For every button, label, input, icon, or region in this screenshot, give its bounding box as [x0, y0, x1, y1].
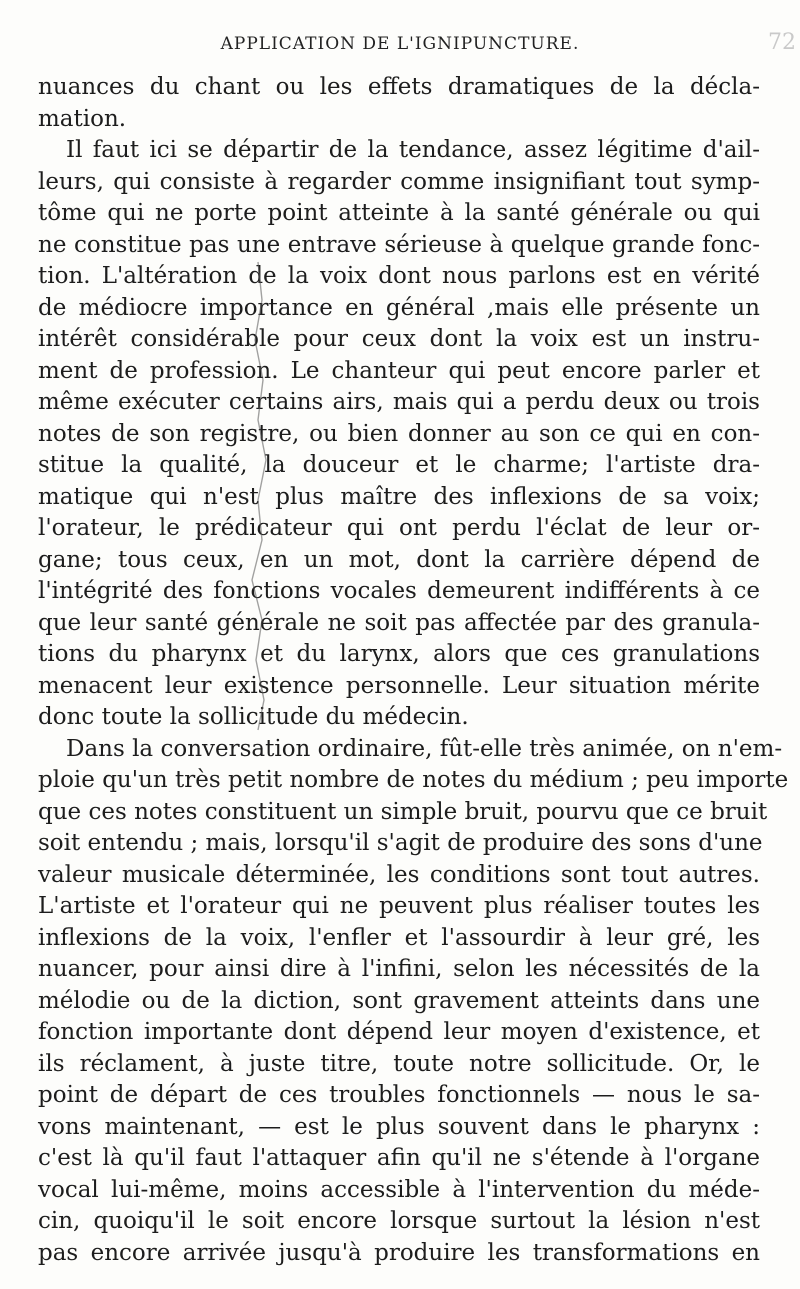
text-line: ploie qu'un très petit nombre de notes du médium ; peu importe [38, 767, 789, 793]
text-line: donc toute la sollicitude du médecin. [38, 704, 469, 730]
text-line: c'est là qu'il faut l'attaquer afin qu'il ne s'étende à l'organe [38, 1145, 760, 1171]
text-line: menacent leur existence personnelle. Leur situation mérite [38, 672, 760, 699]
text-line: fonction importante dont dépend leur moyen d'existence, et [38, 1019, 760, 1045]
text-line: intérêt considérable pour ceux dont la voix est un instru- [38, 326, 760, 352]
text-line: que leur santé générale ne soit pas affectée par des granula- [38, 609, 760, 636]
text-line: tion. L'altération de la voix dont nous parlons est en vérité [38, 263, 760, 289]
text-line: pas encore arrivée jusqu'à produire les transformations en [38, 1239, 760, 1266]
text-line: même exécuter certains airs, mais qui a perdu deux ou trois [38, 389, 760, 415]
text-line: nuancer, pour ainsi dire à l'infini, selon les nécessités de la [38, 956, 760, 982]
text-line: point de départ de ces troubles fonctionnels — nous le sa- [38, 1082, 760, 1108]
text-line: soit entendu ; mais, lorsqu'il s'agit de produire des sons d'une [38, 830, 763, 856]
text-line: valeur musicale déterminée, les conditions sont tout autres. [38, 861, 760, 888]
text-line: gane; tous ceux, en un mot, dont la carrière dépend de [38, 546, 760, 573]
text-line: tions du pharynx et du larynx, alors que ces granulations [38, 641, 760, 667]
text-line: tôme qui ne porte point atteinte à la santé générale ou qui [38, 200, 760, 226]
body-text [38, 72, 789, 1269]
text-line: Il faut ici se départir de la tendance, assez légitime d'ail- [66, 137, 760, 163]
text-line: vons maintenant, — est le plus souvent dans le pharynx : [38, 1113, 760, 1140]
text-line: stitue la qualité, la douceur et le charme; l'artiste dra- [38, 452, 760, 478]
text-line: de médiocre importance en général ,mais elle présente un [38, 294, 760, 321]
text-line: l'orateur, le prédicateur qui ont perdu l'éclat de leur or- [38, 515, 760, 541]
text-line: vocal lui-même, moins accessible à l'intervention du méde- [38, 1176, 760, 1203]
text-line: que ces notes constituent un simple bruit, pourvu que ce bruit [38, 798, 768, 825]
page-number: 72 [768, 30, 796, 55]
text-line: mation. [38, 105, 127, 132]
text-line: matique qui n'est plus maître des inflexions de sa voix; [38, 483, 760, 510]
text-line: inflexions de la voix, l'enfler et l'assourdir à leur gré, les [38, 924, 760, 951]
text-line: mélodie ou de la diction, sont gravement atteints dans une [38, 987, 760, 1014]
text-line: ils réclament, à juste titre, toute notre sollicitude. Or, le [38, 1050, 760, 1077]
text-line: Dans la conversation ordinaire, fût-elle très animée, on n'em- [66, 735, 783, 762]
text-line: ment de profession. Le chanteur qui peut encore parler et [38, 357, 760, 384]
text-line: leurs, qui consiste à regarder comme insignifiant tout symp- [38, 168, 760, 195]
running-title: APPLICATION DE L'IGNIPUNCTURE. [220, 34, 580, 54]
text-line: notes de son registre, ou bien donner au son ce qui en con- [38, 420, 760, 447]
text-line: l'intégrité des fonctions vocales demeurent indifférents à ce [38, 578, 760, 604]
text-line: nuances du chant ou les effets dramatiques de la décla- [38, 74, 760, 100]
text-line: cin, quoiqu'il le soit encore lorsque surtout la lésion n'est [38, 1208, 760, 1234]
text-line: L'artiste et l'orateur qui ne peuvent plus réaliser toutes les [38, 893, 760, 919]
text-line: ne constitue pas une entrave sérieuse à quelque grande fonc- [38, 231, 760, 258]
